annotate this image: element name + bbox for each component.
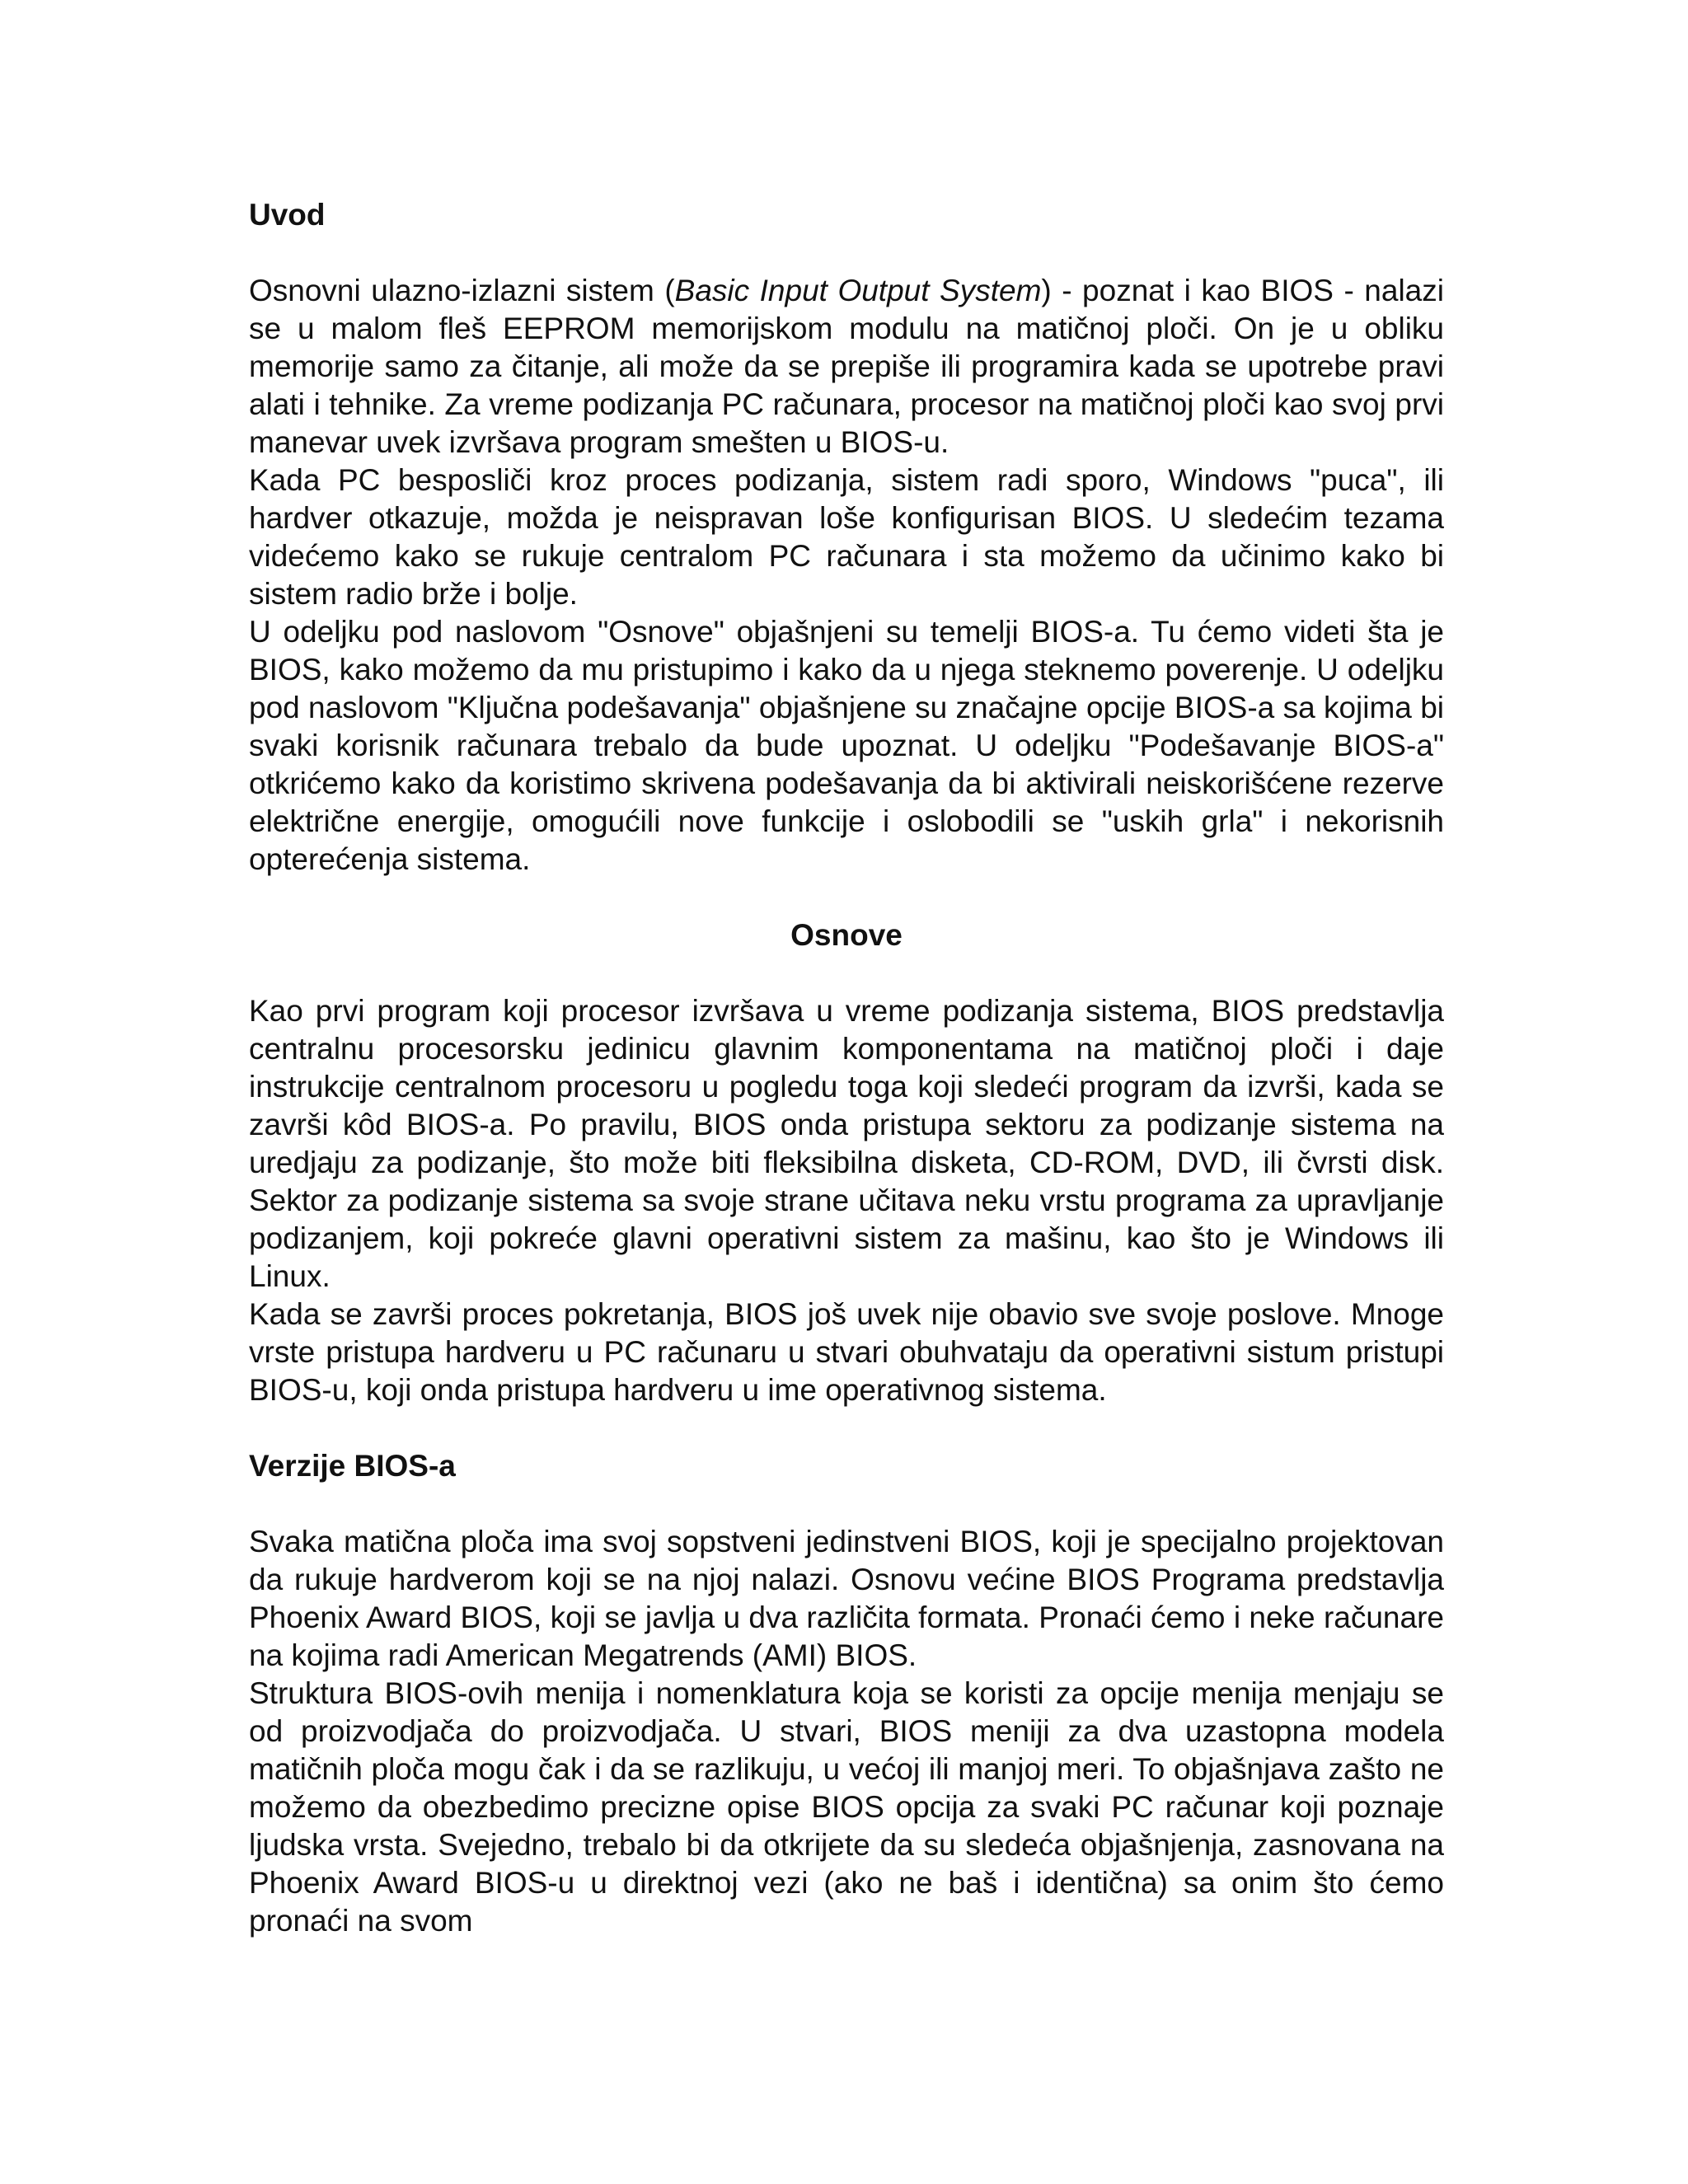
spacer — [249, 879, 1444, 916]
spacer — [249, 234, 1444, 272]
paragraph-osnove-2: Kada se završi proces pokretanja, BIOS još uvek nije obavio sve svoje poslove. Mnoge vrste pristupa hardveru u PC računaru u stvari obuhvataju da operativni sistum pristupi BIOS-u, koji onda pristupa hardveru u ime operativnog sistema. — [249, 1297, 1444, 1407]
paragraph-osnove-1: Kao prvi program koji procesor izvršava u vreme podizanja sistema, BIOS predstavlja centralnu procesorsku jedinicu glavnim komponentama na matičnoj ploči i daje instrukcije centralnom procesoru u pogledu toga koji sledeći program da izvrši, kada se završi kôd BIOS-a. Po pravilu, BIOS onda pristupa sektoru za podizanje sistema na uredjaju za podizanje, što može biti fleksibilna disketa, CD-ROM, DVD, ili čvrsti disk. Sektor za podizanje sistema sa svoje strane učitava neku vrstu programa za upravljanje podizanjem, koji pokreće glavni operativni sistem za mašinu, kao što je Windows ili Linux. — [249, 994, 1444, 1293]
document-page — [249, 196, 1444, 1940]
paragraph-verzije-2: Struktura BIOS-ovih menija i nomenklatura koja se koristi za opcije menija menjaju se od proizvodjača do proizvodjača. U stvari, BIOS meniji za dva uzastopna modela matičnih ploča mogu čak i da se razlikuju, u većoj ili manjoj meri. To objašnjava zašto ne možemo da obezbedimo precizne opise BIOS opcija za svaki PC računar koji poznaje ljudska vrsta. Svejedno, trebalo bi da otkrijete da su sledeća objašnjenja, zasnovana na Phoenix Award BIOS-u u direktnoj vezi (ako ne baš i identična) sa onim što ćemo pronaći na svom — [249, 1676, 1444, 1938]
section-heading-osnove: Osnove — [790, 918, 903, 952]
paragraph-uvod-1 — [249, 272, 1444, 462]
intro-text-pre: Osnovni ulazno-izlazni sistem ( — [249, 274, 675, 307]
spacer — [249, 1485, 1444, 1523]
paragraph-uvod-2: Kada PC besposliči kroz proces podizanja, sistem radi sporo, Windows "puca", ili hardver otkazuje, možda je neispravan loše konfigurisan BIOS. U sledećim tezama videćemo kako se rukuje centralom PC računara i sta možemo da učinimo kako bi sistem radio brže i bolje. — [249, 463, 1444, 611]
spacer — [249, 1409, 1444, 1447]
paragraph-verzije-1: Svaka matična ploča ima svoj sopstveni jedinstveni BIOS, koji je specijalno projektovan da rukuje hardverom koji se na njoj nalazi. Osnovu većine BIOS Programa predstavlja Phoenix Award BIOS, koji se javlja u dva različita formata. Pronaći ćemo i neke računare na kojima radi American Megatrends (AMI) BIOS. — [249, 1525, 1444, 1672]
spacer — [249, 954, 1444, 992]
intro-text-post: ) - poznat i kao BIOS - nalazi se u malom fleš EEPROM memorijskom modulu na matičnoj ploči. On je u obliku memorije samo za čitanje, ali može da se prepiše ili programira kada se upotrebe pravi alati i tehnike. Za vreme podizanja PC računara, procesor na matičnoj ploči kao svoj prvi manevar uvek izvršava program smešten u BIOS-u. — [249, 274, 1444, 459]
section-heading-uvod: Uvod — [249, 198, 326, 232]
intro-text-italic: Basic Input Output System — [674, 274, 1042, 307]
section-heading-verzije: Verzije BIOS-a — [249, 1449, 456, 1483]
paragraph-uvod-3: U odeljku pod naslovom "Osnove" objašnjeni su temelji BIOS-a. Tu ćemo videti šta je BIOS, kako možemo da mu pristupimo i kako da u njega steknemo poverenje. U odeljku pod naslovom "Ključna podešavanja" objašnjene su značajne opcije BIOS-a sa kojima bi svaki korisnik računara trebalo da bude upoznat. U odeljku "Podešavanje BIOS-a" otkrićemo kako da koristimo skrivena podešavanja da bi aktivirali neiskorišćene rezerve električne energije, omogućili nove funkcije i oslobodili se "uskih grla" i nekorisnih opterećenja sistema. — [249, 615, 1444, 876]
